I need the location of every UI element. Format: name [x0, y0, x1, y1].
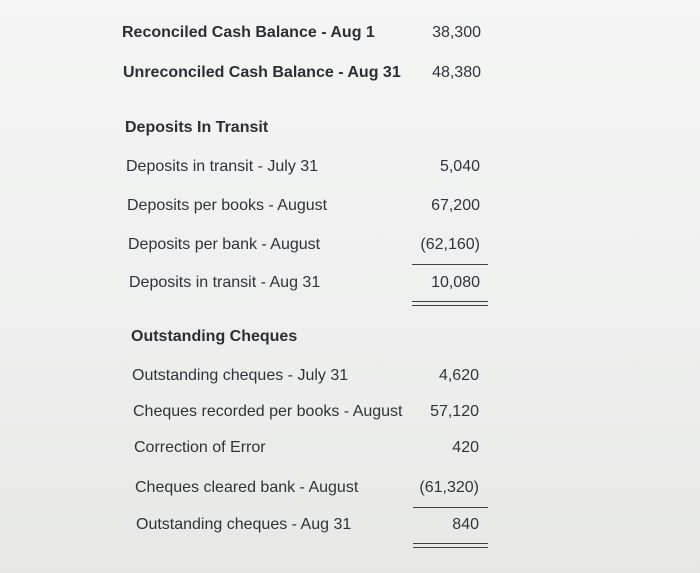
deposits-heading-row: [0, 116, 700, 140]
unreconciled-balance-row: [0, 61, 700, 85]
cheques-row-label: Outstanding cheques - Aug 31: [136, 516, 352, 533]
deposits-row-value: 5,040: [439, 158, 480, 175]
cheques-total-double-rule: [413, 543, 488, 548]
cheques-heading-row: [0, 325, 700, 349]
cheques-row-value: 4,620: [438, 367, 479, 384]
reconciled-balance-label: Reconciled Cash Balance - Aug 1: [122, 24, 375, 41]
cheques-subtotal-rule: [413, 507, 488, 508]
deposits-row: [0, 194, 700, 218]
deposits-row: [0, 233, 700, 257]
deposits-row-value: 67,200: [431, 197, 480, 214]
cheques-row-label: Correction of Error: [134, 439, 266, 456]
deposits-row-label: Deposits per bank - August: [128, 236, 321, 253]
reconciled-balance-row: [0, 21, 700, 45]
cheques-row-value: (61,320): [419, 479, 479, 496]
cheques-row-value: 840: [452, 516, 479, 533]
cheques-row: [0, 513, 700, 537]
cheques-row-label: Cheques cleared bank - August: [135, 479, 359, 496]
cheques-row-value: 57,120: [430, 403, 479, 420]
deposits-heading: Deposits In Transit: [125, 119, 269, 136]
unreconciled-balance-label: Unreconciled Cash Balance - Aug 31: [123, 64, 401, 81]
cheques-row-label: Cheques recorded per books - August: [133, 403, 403, 420]
deposits-row-label: Deposits in transit - Aug 31: [129, 274, 321, 291]
deposits-row-label: Deposits in transit - July 31: [126, 158, 319, 175]
deposits-row-label: Deposits per books - August: [127, 197, 328, 214]
cheques-row-label: Outstanding cheques - July 31: [132, 367, 349, 384]
cheques-row: [0, 436, 700, 460]
cheques-row: [0, 364, 700, 388]
unreconciled-balance-value: 48,380: [432, 64, 481, 81]
cheques-row-value: 420: [452, 439, 479, 456]
cheques-row: [0, 400, 700, 424]
deposits-row-value: 10,080: [431, 274, 480, 291]
reconciled-balance-value: 38,300: [432, 24, 481, 41]
deposits-row-value: (62,160): [420, 236, 480, 253]
deposits-row: [0, 155, 700, 179]
deposits-subtotal-rule: [412, 264, 488, 265]
cheques-row: [0, 476, 700, 500]
cheques-heading: Outstanding Cheques: [131, 328, 298, 345]
deposits-row: [0, 271, 700, 295]
deposits-total-double-rule: [412, 301, 488, 306]
